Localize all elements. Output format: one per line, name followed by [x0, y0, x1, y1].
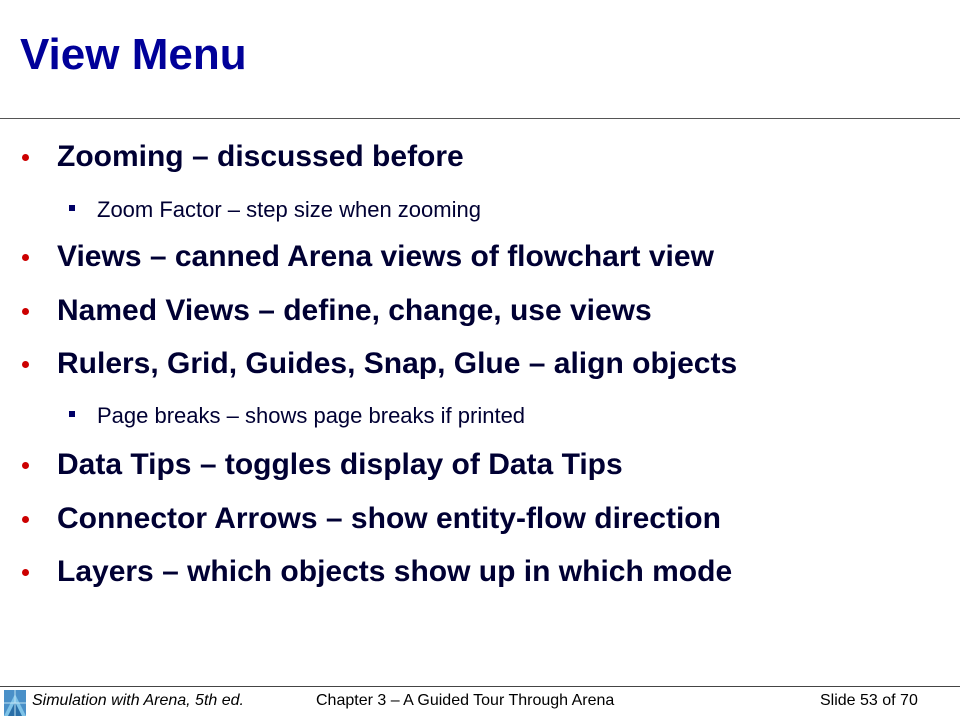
footer-divider — [0, 686, 960, 687]
sub-bullet-square-icon — [69, 411, 75, 417]
footer-chapter: Chapter 3 – A Guided Tour Through Arena — [316, 692, 615, 709]
bullet-dot-icon — [22, 569, 29, 576]
bullet-text: Views – canned Arena views of flowchart view — [57, 240, 714, 273]
sub-bullet-text: Page breaks – shows page breaks if printed — [97, 403, 526, 428]
bullet-dot-icon — [22, 361, 29, 368]
slide-title: View Menu — [20, 30, 247, 79]
bullet-text: Data Tips – toggles display of Data Tips — [57, 448, 623, 481]
bullet-text: Connector Arrows – show entity-flow direction — [57, 502, 721, 535]
bullet-dot-icon — [22, 154, 29, 161]
bullet-text: Rulers, Grid, Guides, Snap, Glue – align objects — [57, 347, 738, 380]
bullet-dot-icon — [22, 516, 29, 523]
sub-bullet-text: Zoom Factor – step size when zooming — [97, 197, 481, 222]
bullet-text: Named Views – define, change, use views — [57, 294, 652, 327]
sub-bullet-square-icon — [69, 205, 75, 211]
bullet-dot-icon — [22, 308, 29, 315]
bullet-dot-icon — [22, 254, 29, 261]
footer-slide-number: Slide 53 of 70 — [820, 692, 918, 709]
footer-book-title: Simulation with Arena, 5th ed. — [32, 692, 244, 709]
bullet-dot-icon — [22, 462, 29, 469]
arena-logo-icon — [4, 690, 26, 716]
bullet-text: Layers – which objects show up in which mode — [57, 555, 733, 588]
bullet-text: Zooming – discussed before — [57, 140, 464, 173]
